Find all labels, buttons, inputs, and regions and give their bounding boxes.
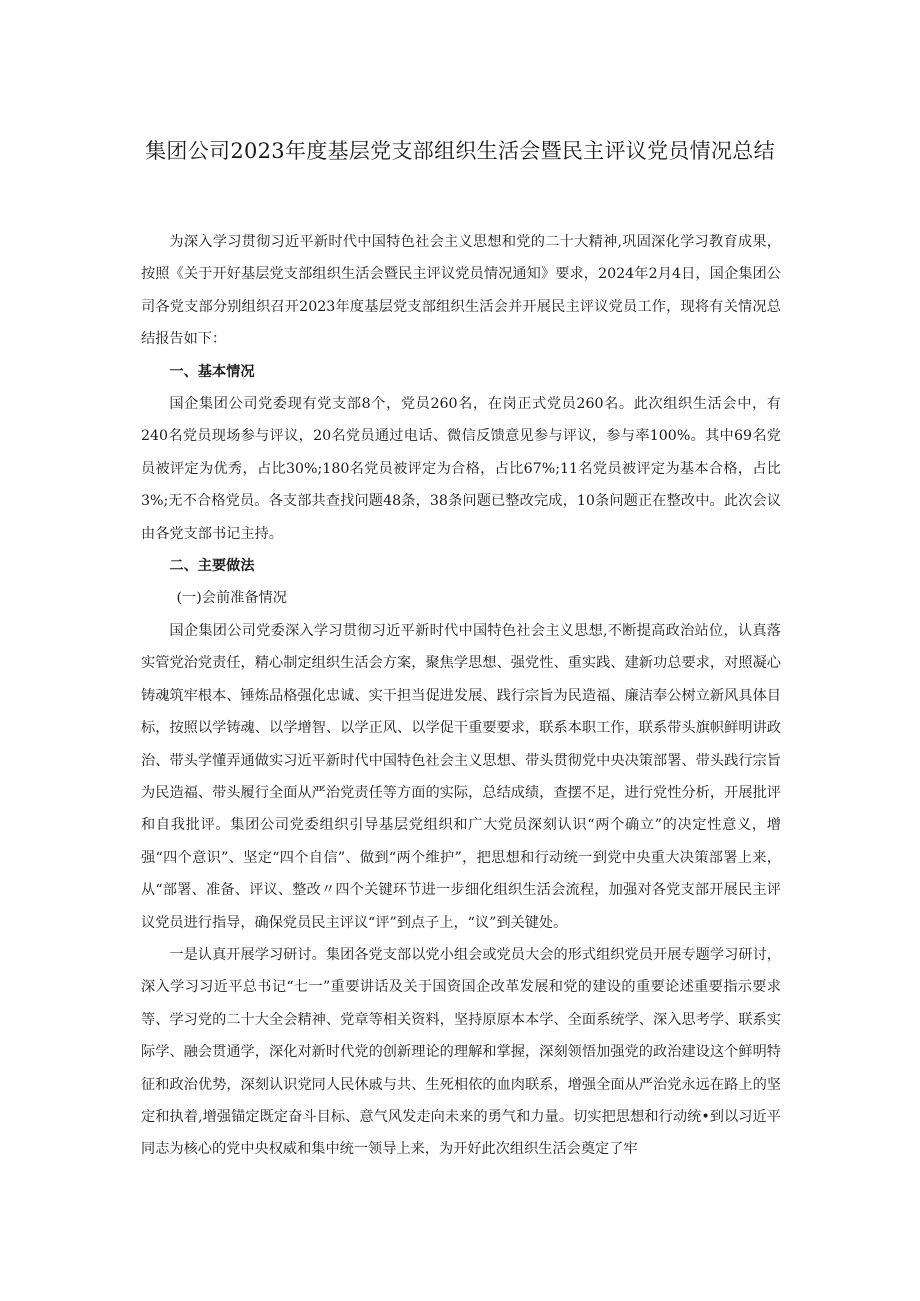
study-paragraph: 一是认真开展学习研讨。集团各党支部以党小组会或党员大会的形式组织党员开展专题学习研讨，深入学习习近平总书记“七一”重要讲话及关于国资国企改革发展和党的建设的重要论述重要指示要求等、学习党的二十大全会精神、党章等相关资料，坚持原原本本学、全面系统学、深入思考学、联系实际学、融会贯通学，深化对新时代党的创新理论的理解和掌握，深刻领悟加强党的政治建设这个鲜明特征和政治优势，深刻认识党同人民休戚与共、生死相依的血肉联系，增强全面从严治党永远在路上的坚定和执着,增强锚定既定奋斗目标、意气风发走向未来的勇气和力量。切实把思想和行动统•到以习近平同志为核心的党中央权威和集中统一领导上来，为开好此次组织生活会奠定了牢: [141, 946, 781, 1158]
preparation-paragraph: 国企集团公司党委深入学习贯彻习近平新时代中国特色社会主义思想,不断提高政治站位，认真落实管党治党责任，精心制定组织生活会方案，聚焦学思想、强党性、重实践、建新功总要求，对照凝心铸魂筑牢根本、锤炼品格强化忠诚、实干担当促进发展、践行宗旨为民造福、廉洁奉公树立新风具体目标，按照以学铸魂、以学增智、以学正风、以学促干重要要求，联系本职工作，联系带头旗帜鲜明讲政治、带头学懂弄通做实习近平新时代中国特色社会主义思想、带头贯彻党中央决策部署、带头践行宗旨为民造福、带头履行全面从严治党责任等方面的实际，总结成绩，查摆不足，进行党性分析，开展批评和自我批评。集团公司党委组织引导基层党组织和广大党员深刻认识“两个确立”的决定性意义，增强“四个意识”、坚定“四个自信”、做到“两个维护”，把思想和行动统一到党中央重大决策部署上来，从“部署、准备、评议、整改〃四个关键环节进一步细化组织生活会流程，加强对各党支部开展民主评议党员进行指导，确保党员民主评议“评”到点子上，“议”到关键处。: [141, 622, 781, 931]
document-body: [141, 226, 781, 1166]
subheading-preparation: (一)会前准备情况: [176, 590, 287, 607]
intro-paragraph: 为深入学习贯彻习近平新时代中国特色社会主义思想和党的二十大精神,巩固深化学习教育成果，按照《关于开好基层党支部组织生活会暨民主评议党员情况通知》要求，2024年2月4日，国企集团公司各党支部分别组织召开2023年度基层党支部组织生活会并开展民主评议党员工作，现将有关情况总结报告如下：: [141, 234, 781, 348]
section-heading-main-practices: 二、主要做法: [169, 558, 255, 575]
section-heading-basic-situation: 一、基本情况: [169, 363, 255, 380]
basic-situation-paragraph: 国企集团公司党委现有党支部8个，党员260名，在岗正式党员260名。此次组织生活会中，有240名党员现场参与评议，20名党员通过电话、微信反馈意见参与评议，参与率100%。其中69名党员被评定为优秀，占比30%;180名党员被评定为合格，占比67%;11名党员被评定为基本合格，占比3%;无不合格党员。各支部共查找问题48条，38条问题已整改完成，10条问题正在整改中。此次会议由各党支部书记主持。: [141, 396, 781, 542]
document-title: 集团公司2023年度基层党支部组织生活会暨民主评议党员情况总结: [145, 139, 775, 163]
